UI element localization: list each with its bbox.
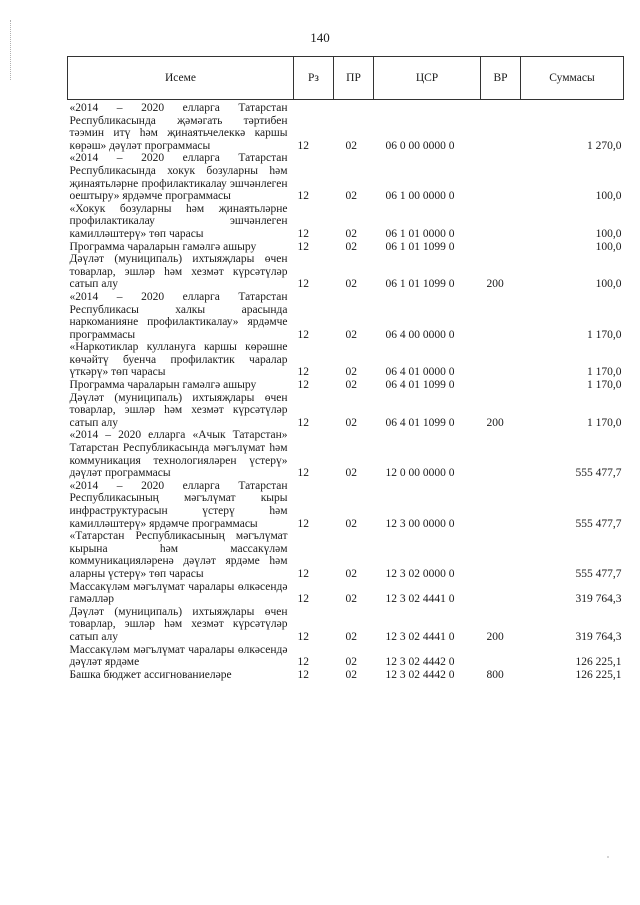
expense-type-code bbox=[481, 100, 521, 153]
scan-speck bbox=[607, 856, 609, 858]
subsection-code: 02 bbox=[345, 593, 357, 606]
target-article-code: 06 4 00 0000 0 bbox=[385, 328, 455, 341]
budget-item-name: Дәүләт (муниципаль) ихтыяҗлары өчен товарлар, эшләр һәм хезмәт күрсәтүләр сатып алу bbox=[69, 253, 288, 291]
expense-type-code bbox=[481, 530, 521, 580]
table-row bbox=[68, 644, 624, 669]
subsection-code: 02 bbox=[345, 227, 357, 240]
expense-type-code bbox=[481, 480, 521, 530]
expense-type-code bbox=[481, 341, 521, 379]
section-code: 12 bbox=[297, 467, 309, 480]
budget-item-name: Дәүләт (муниципаль) ихтыяҗлары өчен товарлар, эшләр һәм хезмәт күрсәтүләр сатып алу bbox=[69, 605, 288, 643]
section-code: 12 bbox=[297, 328, 309, 341]
budget-item-name: Дәүләт (муниципаль) ихтыяҗлары өчен товарлар, эшләр һәм хезмәт күрсәтүләр сатып алу bbox=[69, 391, 288, 429]
subsection-code: 02 bbox=[345, 240, 357, 253]
expense-type-code: 200 bbox=[486, 278, 504, 291]
budget-item-name: «2014 – 2020 елларга «Ачык Татарстан» Татарстан Республикасында мәгълүмат һәм коммуникация технологияләрен үстерү» дәүләт программасы bbox=[69, 429, 288, 480]
expense-type-code: 200 bbox=[486, 416, 504, 429]
subsection-code: 02 bbox=[345, 467, 357, 480]
target-article-code: 06 4 01 1099 0 bbox=[385, 416, 455, 429]
amount: 555 477,7 bbox=[575, 467, 622, 480]
section-code: 12 bbox=[297, 139, 309, 152]
budget-item-name: Башка бюджет ассигнованиеләре bbox=[69, 668, 232, 681]
section-code: 12 bbox=[297, 190, 309, 203]
budget-item-name: «Татарстан Республикасының мәгълүмат кырына һәм массакүләм коммуникацияләренә дәүләт ярдәме һәм аларны үстерү» төп чарасы bbox=[69, 530, 288, 580]
section-code: 12 bbox=[297, 593, 309, 606]
section-code: 12 bbox=[297, 517, 309, 530]
amount: 100,0 bbox=[595, 227, 622, 240]
table-body bbox=[68, 100, 624, 682]
amount: 1 170,0 bbox=[587, 328, 622, 341]
budget-item-name: Массакүләм мәгълүмат чаралары өлкәсендә гамәлләр bbox=[69, 580, 288, 606]
target-article-code: 12 3 02 4442 0 bbox=[385, 656, 455, 669]
table-row bbox=[68, 100, 624, 153]
target-article-code: 06 4 01 1099 0 bbox=[385, 379, 455, 392]
column-header-pr: ПР bbox=[334, 57, 374, 100]
table-header bbox=[68, 57, 624, 100]
section-code: 12 bbox=[297, 416, 309, 429]
column-header-vr: ВР bbox=[481, 57, 521, 100]
target-article-code: 12 3 02 0000 0 bbox=[385, 567, 455, 580]
target-article-code: 12 3 00 0000 0 bbox=[385, 517, 455, 530]
amount: 1 170,0 bbox=[587, 366, 622, 379]
section-code: 12 bbox=[297, 366, 309, 379]
target-article-code: 06 1 01 1099 0 bbox=[385, 278, 455, 291]
budget-item-name: «Хокук бозуларны һәм җинаятьләрне профилактикалау эшчәнлеген камилләштерү» төп чарасы bbox=[69, 202, 288, 240]
budget-item-name: «Наркотиклар кулланугa каршы көрәшне көчәйтү буенча профилактик чаралар үткәрү» төп чарасы bbox=[69, 341, 288, 379]
amount: 1 170,0 bbox=[587, 379, 622, 392]
budget-item-name: Массакүләм мәгълүмат чаралары өлкәсендә дәүләт ярдәме bbox=[69, 643, 288, 669]
target-article-code: 12 3 02 4441 0 bbox=[385, 593, 455, 606]
table-row bbox=[68, 291, 624, 341]
budget-item-name: «2014 – 2020 елларга Татарстан Республикасының мәгълүмат кыры инфраструктурасын үстерү һәм камилләштерү» ярдәмче программасы bbox=[69, 479, 288, 530]
target-article-code: 06 1 01 1099 0 bbox=[385, 240, 455, 253]
amount: 555 477,7 bbox=[575, 517, 622, 530]
table-row bbox=[68, 341, 624, 379]
table-row bbox=[68, 392, 624, 430]
table-row bbox=[68, 669, 624, 682]
section-code: 12 bbox=[297, 668, 309, 681]
table-row bbox=[68, 581, 624, 606]
subsection-code: 02 bbox=[345, 416, 357, 429]
budget-item-name: Программа чараларын гамәлгә ашыру bbox=[69, 379, 257, 392]
table-row bbox=[68, 530, 624, 580]
expense-type-code bbox=[481, 644, 521, 669]
amount: 319 764,3 bbox=[575, 630, 622, 643]
subsection-code: 02 bbox=[345, 668, 357, 681]
target-article-code: 12 3 02 4442 0 bbox=[385, 668, 455, 681]
section-code: 12 bbox=[297, 567, 309, 580]
amount: 100,0 bbox=[595, 190, 622, 203]
subsection-code: 02 bbox=[345, 517, 357, 530]
expense-type-code bbox=[481, 241, 521, 254]
target-article-code: 06 0 00 0000 0 bbox=[385, 139, 455, 152]
expense-type-code: 800 bbox=[486, 668, 504, 681]
expense-type-code bbox=[481, 203, 521, 241]
target-article-code: 06 1 01 0000 0 bbox=[385, 227, 455, 240]
expense-type-code bbox=[481, 429, 521, 479]
table-row bbox=[68, 480, 624, 530]
section-code: 12 bbox=[297, 656, 309, 669]
column-header-rz: Рз bbox=[294, 57, 334, 100]
table-row bbox=[68, 253, 624, 291]
section-code: 12 bbox=[297, 278, 309, 291]
table-row bbox=[68, 606, 624, 644]
subsection-code: 02 bbox=[345, 190, 357, 203]
section-code: 12 bbox=[297, 227, 309, 240]
amount: 100,0 bbox=[595, 240, 622, 253]
amount: 1 270,0 bbox=[587, 139, 622, 152]
target-article-code: 06 1 00 0000 0 bbox=[385, 190, 455, 203]
target-article-code: 12 0 00 0000 0 bbox=[385, 467, 455, 480]
expense-type-code bbox=[481, 291, 521, 341]
subsection-code: 02 bbox=[345, 366, 357, 379]
expense-type-code bbox=[481, 379, 521, 392]
amount: 555 477,7 bbox=[575, 567, 622, 580]
budget-item-name: «2014 – 2020 елларга Татарстан Республикасы халкы арасында наркоманияне профилактикалау» ярдәмче программасы bbox=[69, 290, 288, 341]
table-row bbox=[68, 379, 624, 392]
amount: 126 225,1 bbox=[575, 656, 622, 669]
binder-edge-marks bbox=[10, 20, 13, 80]
table-row bbox=[68, 152, 624, 202]
table-row bbox=[68, 203, 624, 241]
column-header-sum: Суммасы bbox=[521, 57, 624, 100]
subsection-code: 02 bbox=[345, 328, 357, 341]
page-number: 140 bbox=[310, 30, 330, 45]
subsection-code: 02 bbox=[345, 139, 357, 152]
subsection-code: 02 bbox=[345, 567, 357, 580]
subsection-code: 02 bbox=[345, 656, 357, 669]
budget-item-name: «2014 – 2020 елларга Татарстан Республикасында хокук бозуларны һәм җинаятьләрне профилактикалау эшчәнлеген оештыру» ярдәмче программасы bbox=[69, 152, 288, 203]
subsection-code: 02 bbox=[345, 630, 357, 643]
table-row bbox=[68, 241, 624, 254]
column-header-csr: ЦСР bbox=[374, 57, 481, 100]
amount: 100,0 bbox=[595, 278, 622, 291]
section-code: 12 bbox=[297, 240, 309, 253]
target-article-code: 12 3 02 4441 0 bbox=[385, 630, 455, 643]
budget-item-name: Программа чараларын гамәлгә ашыру bbox=[69, 240, 257, 253]
subsection-code: 02 bbox=[345, 278, 357, 291]
column-header-name: Исеме bbox=[68, 57, 294, 100]
target-article-code: 06 4 01 0000 0 bbox=[385, 366, 455, 379]
budget-item-name: «2014 – 2020 елларга Татарстан Республикасында җәмәгать тәртибен тәэмин итү һәм җинаятьчелеккә каршы көрәш» дәүләт программасы bbox=[69, 102, 288, 152]
budget-table bbox=[67, 56, 624, 681]
table-row bbox=[68, 429, 624, 479]
subsection-code: 02 bbox=[345, 379, 357, 392]
amount: 319 764,3 bbox=[575, 593, 622, 606]
amount: 126 225,1 bbox=[575, 668, 622, 681]
expense-type-code: 200 bbox=[486, 630, 504, 643]
section-code: 12 bbox=[297, 379, 309, 392]
expense-type-code bbox=[481, 152, 521, 202]
expense-type-code bbox=[481, 581, 521, 606]
section-code: 12 bbox=[297, 630, 309, 643]
amount: 1 170,0 bbox=[587, 416, 622, 429]
